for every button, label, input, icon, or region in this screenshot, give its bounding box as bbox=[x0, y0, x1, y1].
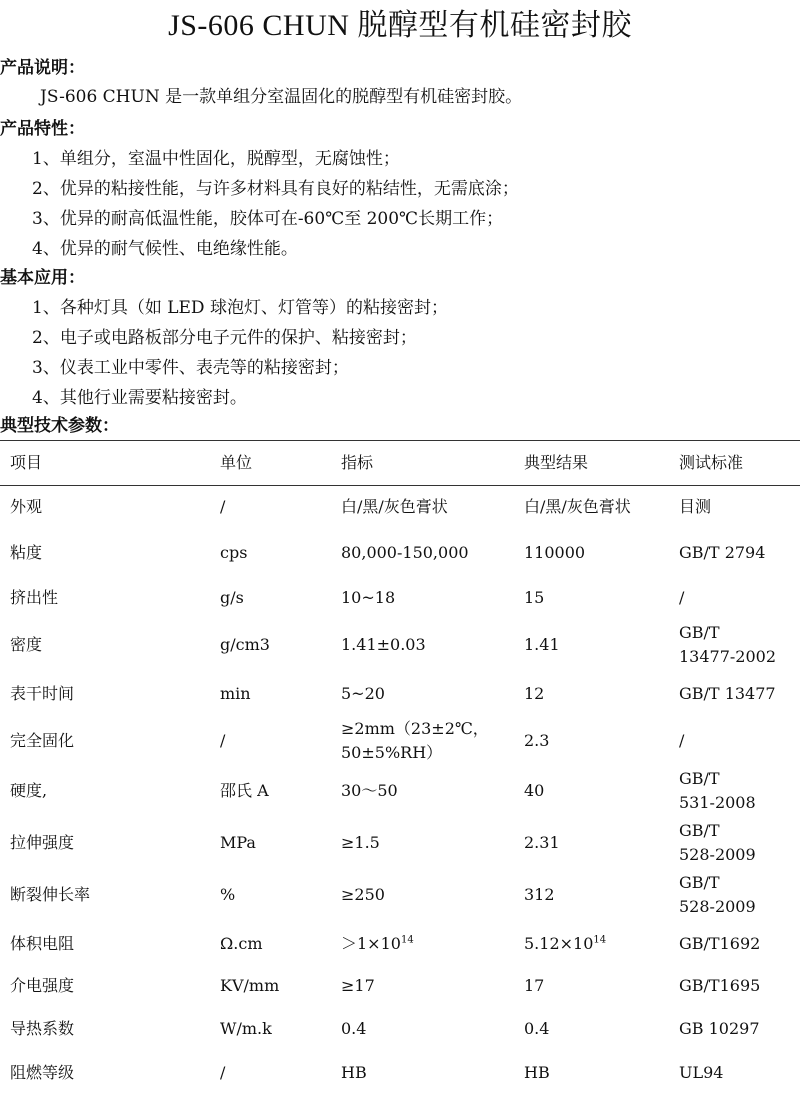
cell-item: 完全固化 bbox=[10, 731, 75, 750]
cell-item: 表干时间 bbox=[10, 684, 75, 703]
cell-item: 导热系数 bbox=[10, 1019, 75, 1038]
cell-item: 硬度, bbox=[10, 781, 48, 800]
cell-unit: 邵氏 A bbox=[220, 781, 269, 800]
feature-item: 1、单组分，室温中性固化，脱醇型，无腐蚀性； bbox=[32, 149, 400, 169]
standard-line: GB/T bbox=[679, 769, 720, 788]
table-row bbox=[0, 869, 800, 921]
cell-result bbox=[514, 921, 669, 966]
standard-line: 531-2008 bbox=[679, 793, 756, 812]
cell-standard bbox=[669, 869, 800, 921]
cell-unit: / bbox=[220, 497, 226, 516]
document-title: JS-606 CHUN 脱醇型有机硅密封胶 bbox=[168, 9, 632, 42]
cell-result: 17 bbox=[524, 976, 545, 995]
cell-spec: 1.41±0.03 bbox=[341, 635, 426, 654]
cell-unit: Ω.cm bbox=[220, 933, 263, 953]
cell-spec: ≥250 bbox=[341, 885, 385, 904]
cell-standard: / bbox=[679, 588, 685, 607]
cell-standard: GB 10297 bbox=[679, 1019, 760, 1038]
spec-base: ＞1×10 bbox=[341, 933, 401, 953]
standard-line: 528-2009 bbox=[679, 897, 756, 916]
cell-result: HB bbox=[524, 1063, 550, 1082]
cell-spec: 80,000-150,000 bbox=[341, 542, 469, 562]
feature-item: 4、优异的耐气候性、电绝缘性能。 bbox=[32, 239, 298, 259]
standard-line: GB/T bbox=[679, 821, 720, 840]
table-row bbox=[0, 528, 800, 577]
cell-item: 外观 bbox=[10, 497, 43, 516]
cell-result: 40 bbox=[524, 781, 545, 800]
cell-spec bbox=[331, 717, 514, 765]
cell-unit: KV/mm bbox=[220, 976, 280, 995]
column-header: 典型结果 bbox=[514, 441, 669, 486]
cell-standard bbox=[669, 817, 800, 869]
cell-unit: min bbox=[220, 684, 251, 703]
column-header: 项目 bbox=[0, 441, 210, 486]
cell-spec: ≥1.5 bbox=[341, 833, 380, 852]
table-row bbox=[0, 486, 800, 529]
cell-result: 0.4 bbox=[524, 1019, 550, 1038]
spec-exponent: 14 bbox=[400, 934, 414, 946]
cell-spec: 5~20 bbox=[341, 684, 385, 703]
params-heading: 典型技术参数： bbox=[0, 416, 119, 436]
cell-result: 白/黑/灰色膏状 bbox=[524, 497, 631, 516]
cell-unit: g/s bbox=[220, 588, 244, 607]
cell-spec bbox=[331, 921, 514, 966]
result-base: 5.12×10 bbox=[524, 933, 594, 953]
table-row bbox=[0, 921, 800, 966]
application-item: 1、各种灯具（如 LED 球泡灯、灯管等）的粘接密封； bbox=[32, 298, 448, 318]
cell-unit: g/cm3 bbox=[220, 635, 270, 654]
table-row bbox=[0, 717, 800, 765]
standard-line: 528-2009 bbox=[679, 845, 756, 864]
cell-result: 1.41 bbox=[524, 635, 560, 654]
cell-item: 密度 bbox=[10, 635, 43, 654]
cell-item: 阻燃等级 bbox=[10, 1063, 75, 1082]
cell-result: 312 bbox=[524, 885, 555, 904]
applications-heading: 基本应用： bbox=[0, 268, 85, 288]
cell-spec: 0.4 bbox=[341, 1019, 367, 1038]
cell-unit: % bbox=[220, 885, 236, 904]
spec-line: ≥2mm（23±2℃， bbox=[341, 719, 489, 738]
spec-line: 50±5%RH） bbox=[341, 743, 443, 762]
cell-unit: / bbox=[220, 1063, 226, 1082]
cell-spec: HB bbox=[341, 1063, 367, 1082]
cell-standard: GB/T1695 bbox=[679, 976, 761, 995]
description-text: JS-606 CHUN 是一款单组分室温固化的脱醇型有机硅密封胶。 bbox=[40, 87, 523, 107]
table-row bbox=[0, 817, 800, 869]
application-item: 4、其他行业需要粘接密封。 bbox=[32, 388, 247, 408]
cell-spec: 30～50 bbox=[341, 781, 398, 800]
cell-spec: ≥17 bbox=[341, 976, 375, 995]
standard-line: GB/T bbox=[679, 873, 720, 892]
cell-unit: / bbox=[220, 731, 226, 750]
cell-item: 挤出性 bbox=[10, 588, 59, 607]
application-item: 2、电子或电路板部分电子元件的保护、粘接密封； bbox=[32, 328, 417, 348]
feature-item: 3、优异的耐高低温性能，胶体可在-60℃至 200℃长期工作； bbox=[32, 209, 504, 229]
cell-result: 2.3 bbox=[524, 731, 550, 750]
cell-standard bbox=[669, 619, 800, 671]
description-heading: 产品说明： bbox=[0, 58, 85, 78]
table-row bbox=[0, 1006, 800, 1052]
cell-item: 体积电阻 bbox=[10, 933, 75, 953]
cell-result: 2.31 bbox=[524, 833, 560, 852]
params-table bbox=[0, 441, 800, 1094]
column-header: 单位 bbox=[210, 441, 331, 486]
table-row bbox=[0, 577, 800, 619]
cell-spec: 10~18 bbox=[341, 588, 396, 607]
feature-item: 2、优异的粘接性能，与许多材料具有良好的粘结性，无需底涂； bbox=[32, 179, 519, 199]
cell-result: 12 bbox=[524, 684, 545, 703]
table-row bbox=[0, 1052, 800, 1094]
table-row bbox=[0, 966, 800, 1006]
cell-standard: UL94 bbox=[679, 1063, 724, 1082]
cell-standard: GB/T 2794 bbox=[679, 542, 766, 562]
cell-spec: 白/黑/灰色膏状 bbox=[341, 497, 448, 516]
cell-standard bbox=[669, 765, 800, 817]
cell-unit: W/m.k bbox=[220, 1019, 272, 1038]
table-row bbox=[0, 671, 800, 717]
cell-unit: MPa bbox=[220, 833, 256, 852]
cell-unit: cps bbox=[220, 542, 248, 562]
cell-item: 粘度 bbox=[10, 542, 43, 562]
standard-line: 13477-2002 bbox=[679, 647, 777, 666]
features-heading: 产品特性： bbox=[0, 119, 85, 139]
standard-line: GB/T bbox=[679, 623, 720, 642]
column-header: 指标 bbox=[331, 441, 514, 486]
table-row bbox=[0, 619, 800, 671]
table-row bbox=[0, 765, 800, 817]
cell-standard: / bbox=[679, 731, 685, 750]
table-header-row bbox=[0, 441, 800, 486]
cell-result: 110000 bbox=[524, 542, 586, 562]
column-header: 测试标准 bbox=[669, 441, 800, 486]
cell-standard: GB/T1692 bbox=[679, 933, 761, 953]
cell-item: 介电强度 bbox=[10, 976, 75, 995]
cell-standard: GB/T 13477 bbox=[679, 684, 776, 703]
cell-item: 拉伸强度 bbox=[10, 833, 75, 852]
result-exponent: 14 bbox=[593, 934, 607, 946]
cell-standard: 目测 bbox=[679, 497, 712, 516]
application-item: 3、仪表工业中零件、表壳等的粘接密封； bbox=[32, 358, 349, 378]
cell-item: 断裂伸长率 bbox=[10, 885, 91, 904]
cell-result: 15 bbox=[524, 588, 545, 607]
